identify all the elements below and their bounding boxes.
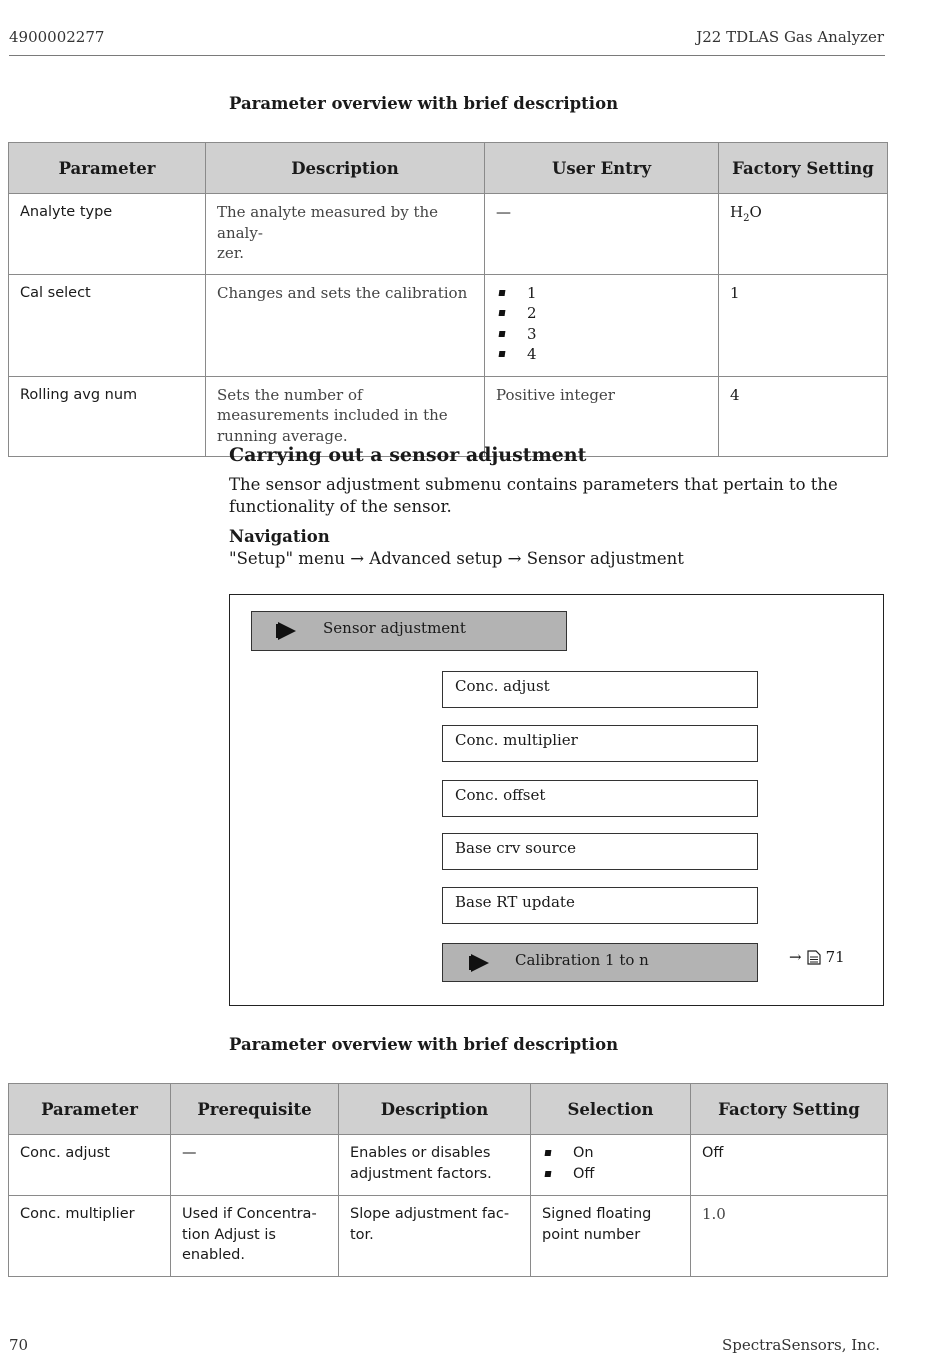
list-item: On [542, 1143, 679, 1164]
menu-item-conc-multiplier [442, 725, 758, 762]
section-title: Carrying out a sensor adjustment [229, 444, 587, 466]
menu-arrow-icon [469, 953, 491, 973]
formula-base: H [730, 203, 744, 221]
description-cell: Changes and sets the calibration [206, 274, 485, 376]
parameter-table-1 [8, 142, 888, 457]
list-item: 4 [496, 344, 707, 365]
section-intro: The sensor adjustment submenu contains parameters that pertain to the functionality of the sensor. [229, 475, 838, 516]
document-number: 4900002277 [9, 28, 105, 46]
formula-tail: O [749, 203, 762, 221]
company-name: SpectraSensors, Inc. [722, 1336, 880, 1354]
user-entry-cell: Positive integer [485, 376, 719, 457]
table-header-row [9, 1084, 888, 1135]
column-header: Factory Setting [691, 1084, 888, 1135]
column-header: Selection [531, 1084, 691, 1135]
table-row [9, 194, 888, 275]
menu-header-sensor-adjustment [251, 611, 567, 651]
factory-setting-cell: 1.0 [691, 1196, 888, 1277]
list-item: Off [542, 1164, 679, 1185]
parameter-cell: Conc. adjust [9, 1135, 171, 1196]
description-cell: The analyte measured by the analy- zer. [206, 194, 485, 275]
description-cell: Slope adjustment fac- tor. [339, 1196, 531, 1277]
list-item: 3 [496, 324, 707, 345]
list-item: 1 [496, 283, 707, 304]
table1-caption: Parameter overview with brief description [229, 94, 619, 113]
column-header: Factory Setting [719, 143, 888, 194]
menu-item-conc-offset [442, 780, 758, 817]
menu-item-base-rt-update [442, 887, 758, 924]
page-reference[interactable] [789, 948, 845, 966]
column-header: Parameter [9, 1084, 171, 1135]
prerequisite-cell: Used if Concentra- tion Adjust is enabled. [171, 1196, 339, 1277]
menu-item-label: Base RT update [455, 893, 575, 911]
selection-cell [531, 1135, 691, 1196]
factory-setting-cell: 4 [719, 376, 888, 457]
reference-arrow-icon: → [789, 948, 802, 966]
column-header: Prerequisite [171, 1084, 339, 1135]
user-entry-cell: — [485, 194, 719, 275]
prerequisite-cell: — [171, 1135, 339, 1196]
factory-setting-cell: Off [691, 1135, 888, 1196]
page-number: 70 [9, 1336, 29, 1354]
user-entry-cell [485, 274, 719, 376]
menu-header-label: Sensor adjustment [323, 619, 466, 637]
navigation-heading: Navigation [229, 527, 330, 546]
menu-item-label: Conc. multiplier [455, 731, 578, 749]
table-row [9, 1135, 888, 1196]
table-row [9, 1196, 888, 1277]
selection-cell: Signed floating point number [531, 1196, 691, 1277]
parameter-cell: Rolling avg num [9, 376, 206, 457]
option-list [542, 1143, 679, 1184]
parameter-cell: Cal select [9, 274, 206, 376]
description-cell: Sets the number of measurements included in the running average. [206, 376, 485, 457]
menu-item-conc-adjust [442, 671, 758, 708]
submenu-calibration-1-to-n [442, 943, 758, 982]
factory-setting-cell [719, 194, 888, 275]
option-list [496, 283, 707, 365]
parameter-table-2 [8, 1083, 888, 1277]
parameter-cell: Analyte type [9, 194, 206, 275]
formula-subscript: 2 [743, 213, 750, 224]
column-header: Description [206, 143, 485, 194]
header-divider [9, 55, 885, 56]
description-cell: Enables or disables adjustment factors. [339, 1135, 531, 1196]
document-title: J22 TDLAS Gas Analyzer [696, 28, 884, 46]
table-row [9, 274, 888, 376]
menu-arrow-icon [276, 621, 298, 641]
column-header: User Entry [485, 143, 719, 194]
table-header-row [9, 143, 888, 194]
factory-setting-cell: 1 [719, 274, 888, 376]
navigation-path: "Setup" menu → Advanced setup → Sensor adjustment [229, 549, 684, 568]
menu-item-base-crv-source [442, 833, 758, 870]
page-reference-icon [807, 950, 821, 965]
menu-item-label: Conc. adjust [455, 677, 550, 695]
list-item: 2 [496, 303, 707, 324]
column-header: Description [339, 1084, 531, 1135]
column-header: Parameter [9, 143, 206, 194]
menu-item-label: Base crv source [455, 839, 576, 857]
parameter-cell: Conc. multiplier [9, 1196, 171, 1277]
reference-page-number: 71 [825, 948, 845, 966]
table2-caption: Parameter overview with brief description [229, 1035, 619, 1054]
submenu-label: Calibration 1 to n [515, 951, 649, 969]
menu-item-label: Conc. offset [455, 786, 546, 804]
